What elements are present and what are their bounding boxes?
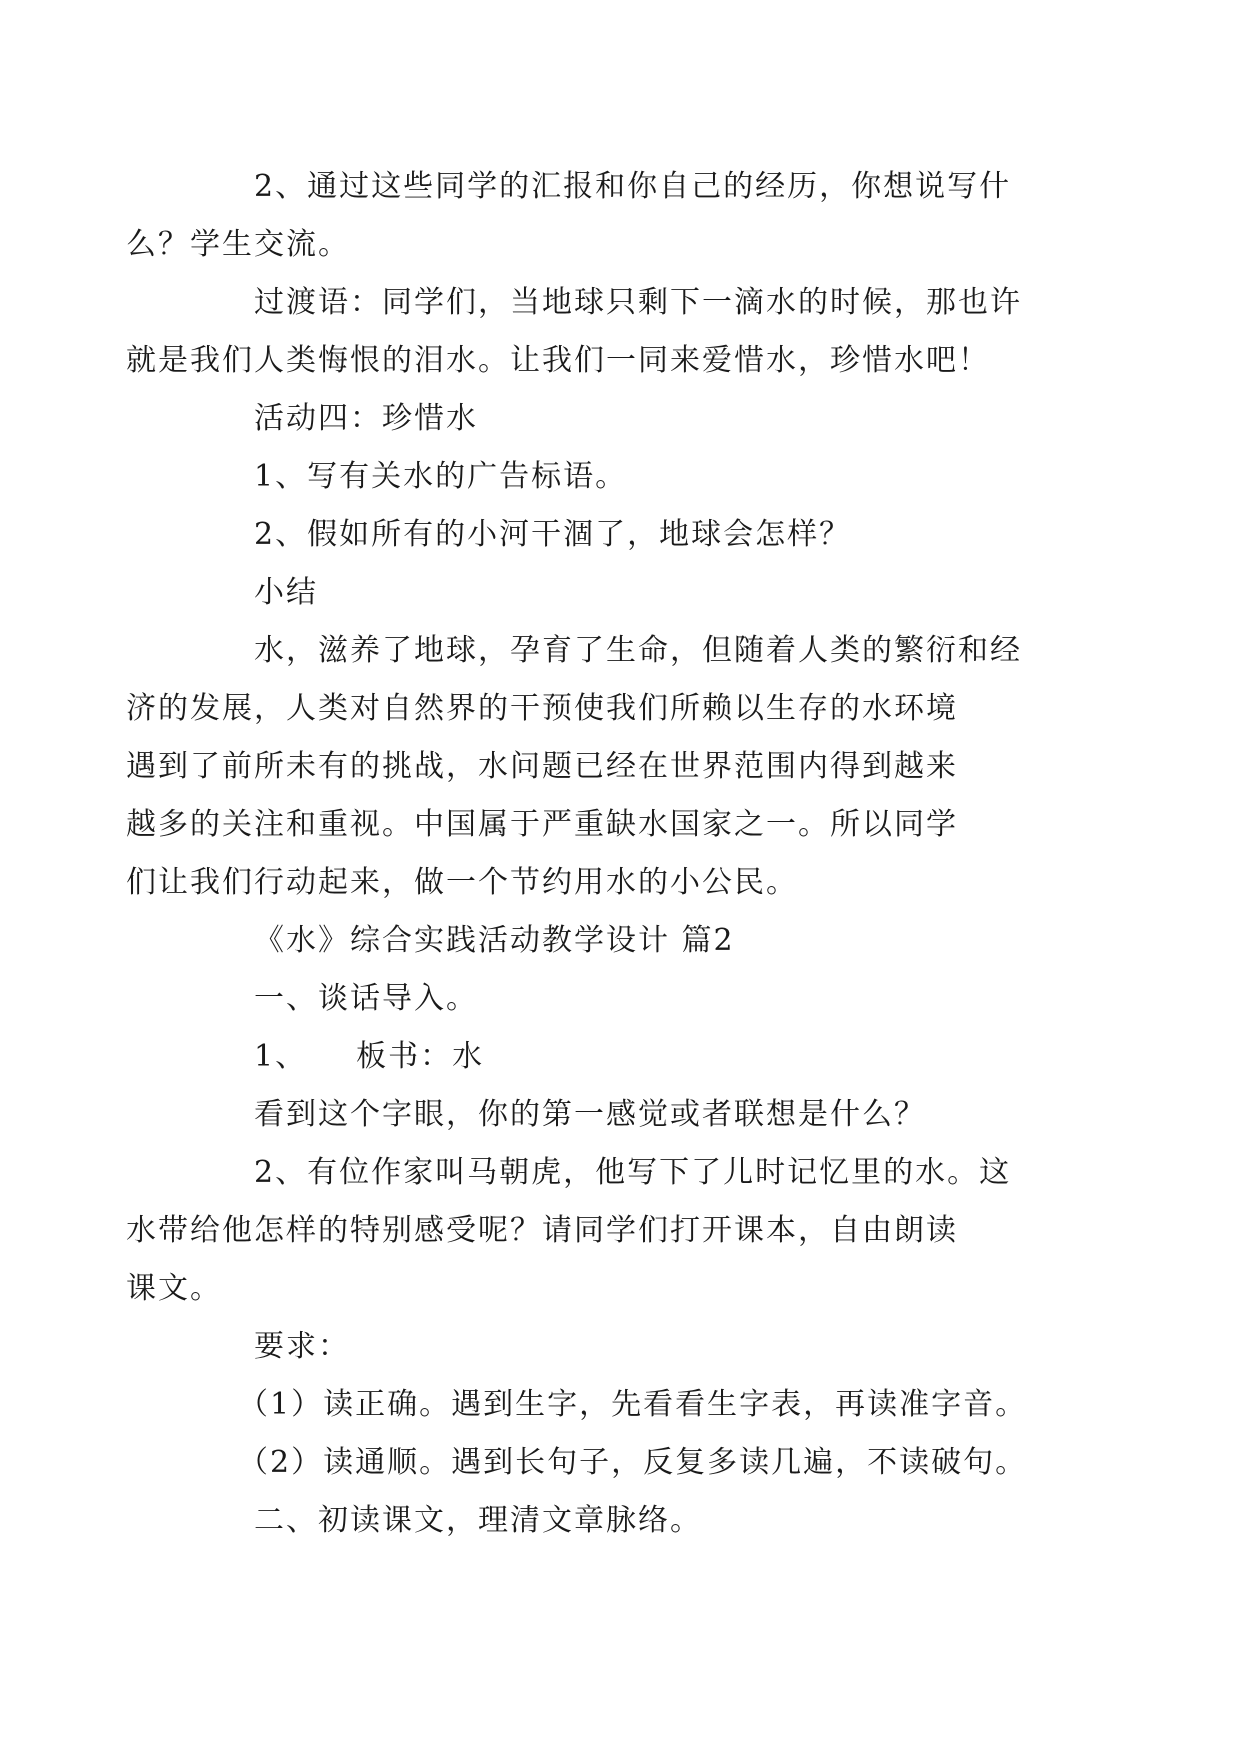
- text-line: 一、谈话导入。: [254, 981, 478, 1016]
- text-line: 课文。: [126, 1271, 222, 1306]
- list-item: [190, 448, 1070, 506]
- text-line: 就是我们人类悔恨的泪水。让我们一同来爱惜水，珍惜水吧！: [126, 343, 990, 378]
- list-item: [190, 1434, 1070, 1492]
- list-item: [190, 1376, 1070, 1434]
- text-line: 过渡语：同学们，当地球只剩下一滴水的时候，那也许: [254, 285, 1022, 320]
- document-body: [126, 158, 1070, 1550]
- text-line: 2、通过这些同学的汇报和你自己的经历，你想说写什: [254, 169, 1012, 204]
- section-heading: [190, 390, 1070, 448]
- text-line: （1）读正确。遇到生字，先看看生字表，再读准字音。: [238, 1387, 1028, 1422]
- text-line: 活动四：珍惜水: [254, 401, 478, 436]
- text-line: （2）读通顺。遇到长句子，反复多读几遍，不读破句。: [238, 1445, 1028, 1480]
- paragraph: [126, 158, 1070, 274]
- text-line: 水带给他怎样的特别感受呢？请同学们打开课本，自由朗读: [126, 1213, 958, 1248]
- text-line: 1、写有关水的广告标语。: [254, 459, 628, 494]
- list-item: [190, 506, 1070, 564]
- text-line: 2、有位作家叫马朝虎，他写下了儿时记忆里的水。这: [254, 1155, 1012, 1190]
- text-line: 么？学生交流。: [126, 227, 350, 262]
- text-line: 二、初读课文，理清文章脉络。: [254, 1503, 702, 1538]
- paragraph: [126, 1144, 1070, 1318]
- text-line: 1、 板书：水: [254, 1039, 485, 1074]
- article-title: [190, 912, 1070, 970]
- text-line: 水，滋养了地球，孕育了生命，但随着人类的繁衍和经: [254, 633, 1022, 668]
- list-item: [190, 1028, 1070, 1086]
- text-line: 《水》综合实践活动教学设计 篇2: [254, 923, 735, 958]
- text-line: 小结: [254, 575, 318, 610]
- section-heading: [190, 970, 1070, 1028]
- section-heading: [190, 564, 1070, 622]
- paragraph: [126, 274, 1070, 390]
- text-line: 看到这个字眼，你的第一感觉或者联想是什么？: [254, 1097, 926, 1132]
- section-heading: [190, 1492, 1070, 1550]
- text-line: 越多的关注和重视。中国属于严重缺水国家之一。所以同学: [126, 807, 958, 842]
- paragraph: [190, 1318, 1070, 1376]
- text-line: 遇到了前所未有的挑战，水问题已经在世界范围内得到越来: [126, 749, 958, 784]
- text-line: 2、假如所有的小河干涸了，地球会怎样？: [254, 517, 852, 552]
- text-line: 济的发展，人类对自然界的干预使我们所赖以生存的水环境: [126, 691, 958, 726]
- text-line: 要求：: [254, 1329, 350, 1364]
- text-line: 们让我们行动起来，做一个节约用水的小公民。: [126, 865, 798, 900]
- paragraph: [190, 1086, 1070, 1144]
- paragraph: [126, 622, 1070, 912]
